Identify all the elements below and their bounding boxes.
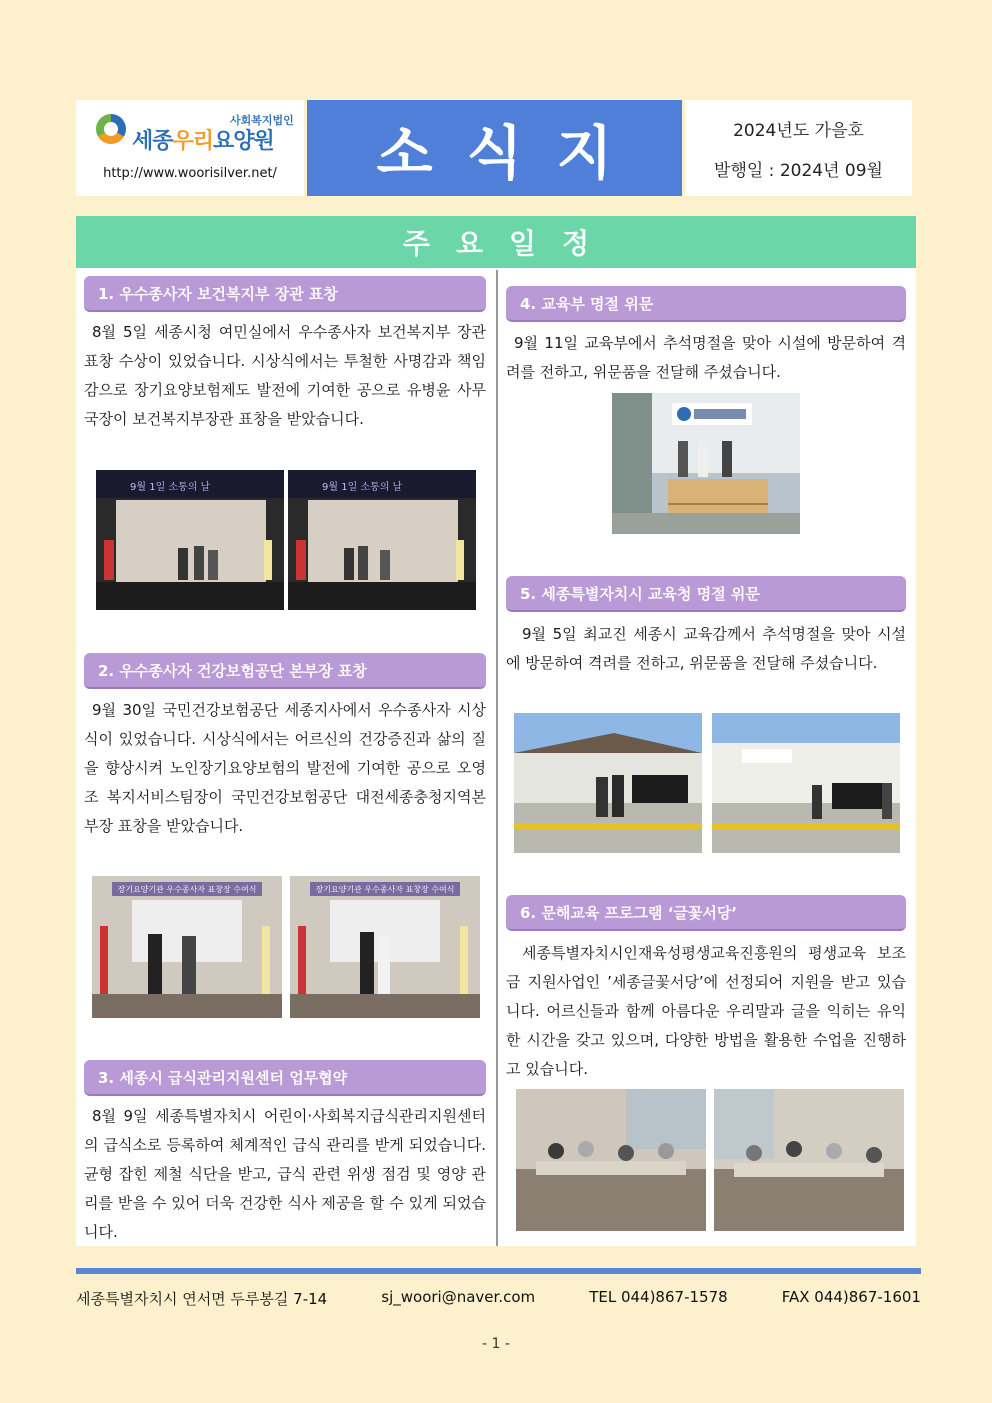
award-photo-2 <box>288 470 476 610</box>
newsletter-title: 소식지 <box>376 119 647 187</box>
footer-tel: TEL 044)867-1578 <box>589 1288 728 1306</box>
section-5-photos <box>514 713 900 853</box>
award-photo-1 <box>96 470 284 610</box>
banner-title: 주요일정 <box>402 227 616 260</box>
footer-address: 세종특별자치시 연서면 두루봉길 7-14 <box>76 1290 328 1308</box>
section-1-body: 8월 5일 세종시청 여민실에서 우수종사자 보건복지부 장관 표창 수상이 있었습니다. 시상식에서는 투철한 사명감과 책임감으로 장기요양보험제도 발전에 기여한 공으로 유병윤 사무국장이 보건복지부장관 표창을 받았습니다. <box>84 323 486 428</box>
visit-photo-1 <box>514 713 702 853</box>
section-6-photos <box>516 1089 904 1231</box>
visit-photo-2 <box>712 713 900 853</box>
footer-divider <box>76 1268 921 1274</box>
award-photo-4 <box>290 876 480 1018</box>
section-4-heading: 4. 교육부 명절 위문 <box>506 286 906 322</box>
footer-fax: FAX 044)867-1601 <box>781 1288 921 1306</box>
org-name: 세종우리요양원 <box>132 129 274 154</box>
issue-label: 2024년도 가을호 <box>733 121 864 141</box>
page-number: - 1 - <box>482 1336 510 1352</box>
section-3-heading: 3. 세종시 급식관리지원센터 업무협약 <box>84 1060 486 1096</box>
section-6-heading: 6. 문해교육 프로그램 ‘글꽃서당’ <box>506 895 906 931</box>
logo-emblem-icon <box>96 114 126 144</box>
class-photo-1 <box>516 1089 706 1231</box>
section-4-body: 9월 11일 교육부에서 추석명절을 맞아 시설에 방문하여 격려를 전하고, 위문품을 전달해 주셨습니다. <box>506 334 906 381</box>
section-3-body: 8월 9일 세종특별자치시 어린이·사회복지급식관리지원센터의 급식소로 등록하여 체계적인 급식 관리를 받게 되었습니다. 균형 잡힌 제철 식단을 받고, 급식 관련 위생 점검 및 영양 관리를 받을 수 있어 더욱 건강한 식사 제공을 할 수 있게 되었습니다. <box>84 1107 486 1241</box>
publish-date: 발행일 : 2024년 09월 <box>714 161 883 181</box>
section-1-heading: 1. 우수종사자 보건복지부 장관 표창 <box>84 276 486 312</box>
schedule-banner <box>76 216 916 268</box>
photo-1-caption: 9월 1일 소통의 날 <box>130 482 211 493</box>
section-2-heading: 2. 우수종사자 건강보험공단 본부장 표창 <box>84 653 486 689</box>
org-type: 사회복지법인 <box>230 114 294 127</box>
award-photo-3 <box>92 876 282 1018</box>
photo-4-caption: 장기요양기관 우수종사자 표창장 수여식 <box>315 885 455 894</box>
footer <box>76 1288 921 1309</box>
footer-email[interactable]: sj_woori@naver.com <box>381 1288 536 1306</box>
issue-info-box <box>685 100 912 196</box>
org-logo <box>92 108 292 164</box>
photo-2-caption: 9월 1일 소통의 날 <box>322 482 403 493</box>
section-6-body: 세종특별자치시인재육성평생교육진흥원의 평생교육 보조금 지원사업인 ’세종글꽃서당’에 선정되어 지원을 받고 있습니다. 어르신들과 함께 아름다운 우리말과 글을 익히는 유익한 시간을 갖고 있으며, 다양한 방법을 활용한 수업을 진행하고 있습니다. <box>506 944 906 1078</box>
section-5-body: 9월 5일 최교진 세종시 교육감께서 추석명절을 맞아 시설에 방문하여 격려를 전하고, 위문품을 전달해 주셨습니다. <box>506 625 906 672</box>
section-1-photos <box>96 470 476 610</box>
class-photo-2 <box>714 1089 904 1231</box>
section-2-photos <box>92 876 480 1018</box>
section-4-photo <box>612 393 800 534</box>
section-2-body: 9월 30일 국민건강보험공단 세종지사에서 우수종사자 시상식이 있었습니다. 시상식에서는 어르신의 건강증진과 삶의 질을 향상시켜 노인장기요양보험의 발전에 기여한 공으로 오영조 복지서비스팀장이 국민건강보험공단 대전세종충청지역본부장 표창을 받았습니다. <box>84 701 486 835</box>
column-divider <box>496 270 498 1246</box>
website-url[interactable]: http://www.woorisilver.net/ <box>103 166 277 181</box>
newsletter-title-box <box>307 100 682 196</box>
section-5-heading: 5. 세종특별자치시 교육청 명절 위문 <box>506 576 906 612</box>
photo-3-caption: 장기요양기관 우수종사자 표창장 수여식 <box>117 885 257 894</box>
